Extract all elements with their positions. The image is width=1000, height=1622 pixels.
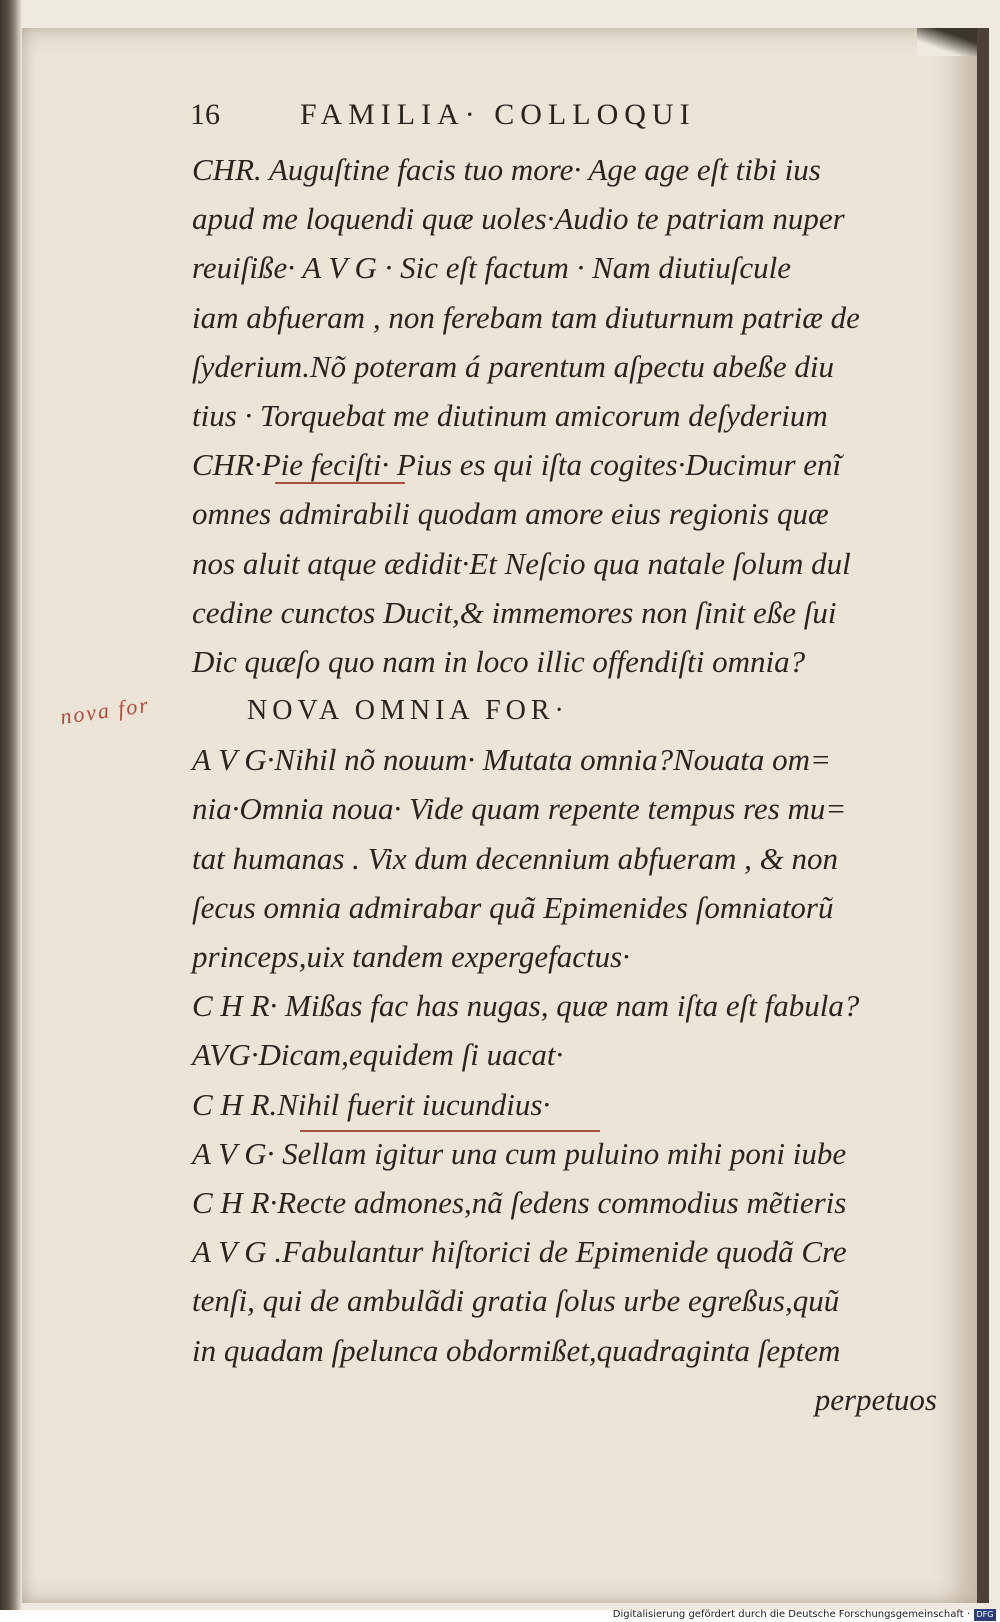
text-line: tat humanas . Vix dum decennium abfueram , & non bbox=[192, 840, 839, 876]
text-line: A V G· Sellam igitur una cum puluino mihi poni iube bbox=[192, 1135, 847, 1171]
text-line: tenſi, qui de ambulãdi gratia ſolus urbe egreßus,quũ bbox=[192, 1283, 840, 1319]
text-line: reuiſiße· A V G · Sic eſt factum · Nam diutiuſcule bbox=[192, 250, 791, 286]
catchword: perpetuos bbox=[814, 1381, 937, 1417]
section-heading: NOVA OMNIA FOR· bbox=[247, 695, 569, 727]
text-line: iam abfueram , non ferebam tam diuturnum patriæ de bbox=[192, 299, 860, 335]
text-line: CHR·Pie feciſti· Pius es qui iſta cogites·Ducimur enĩ bbox=[192, 447, 842, 483]
text-line: cedine cunctos Ducit,& immemores non ſinit eße ſui bbox=[192, 594, 837, 630]
text-line: A V G .Fabulantur hiſtorici de Epimenide quodã Cre bbox=[192, 1234, 847, 1270]
text-line: omnes admirabili quodam amore eius regionis quæ bbox=[192, 496, 829, 532]
running-title: FAMILIA· COLLOQUI bbox=[300, 98, 696, 131]
handwritten-margin-note: nova for bbox=[58, 691, 152, 730]
text-line: apud me loquendi quæ uoles·Audio te patriam nuper bbox=[192, 201, 845, 237]
text-line: C H R· Mißas fac has nugas, quæ nam iſta eſt fabula? bbox=[192, 988, 860, 1024]
text-line: CHR. Auguſtine facis tuo more· Age age eſt tibi ius bbox=[192, 152, 821, 187]
text-line: Dic quæſo quo nam in loco illic offendiſti omnia? bbox=[192, 643, 806, 679]
page-corner-shadow bbox=[917, 28, 977, 56]
text-line: nia·Omnia noua· Vide quam repente tempus res mu= bbox=[192, 791, 847, 827]
text-line: princeps,uix tandem expergefactus· bbox=[192, 939, 630, 974]
text-line: nos aluit atque ædidit·Et Neſcio qua natale ſolum dul bbox=[192, 545, 851, 581]
underline-mark bbox=[275, 482, 405, 484]
text-line: tius · Torquebat me diutinum amicorum deſyderium bbox=[192, 397, 828, 433]
digitization-credit: Digitalisierung gefördert durch die Deutsche Forschungsgemeinschaft · bbox=[612, 1609, 970, 1620]
text-line: ſecus omnia admirabar quã Epimenides ſomniatorũ bbox=[192, 889, 834, 925]
text-line: C H R.Nihil fuerit iucundius· bbox=[192, 1086, 551, 1122]
text-line: AVG·Dicam,equidem ſi uacat· bbox=[192, 1037, 564, 1073]
text-line: ſyderium.Nõ poteram á parentum aſpectu abeße diu bbox=[192, 348, 834, 384]
dfg-logo: DFG bbox=[974, 1609, 996, 1621]
running-head bbox=[190, 98, 930, 138]
underline-mark bbox=[300, 1130, 600, 1132]
text-line: A V G·Nihil nõ nouum· Mutata omnia?Nouata om= bbox=[192, 742, 831, 778]
body-text bbox=[192, 145, 952, 1424]
page-number: 16 bbox=[190, 98, 220, 131]
text-line: in quadam ſpelunca obdormißet,quadraginta ſeptem bbox=[192, 1332, 841, 1368]
text-line: C H R·Recte admones,nã ſedens commodius mẽtieris bbox=[192, 1184, 847, 1220]
